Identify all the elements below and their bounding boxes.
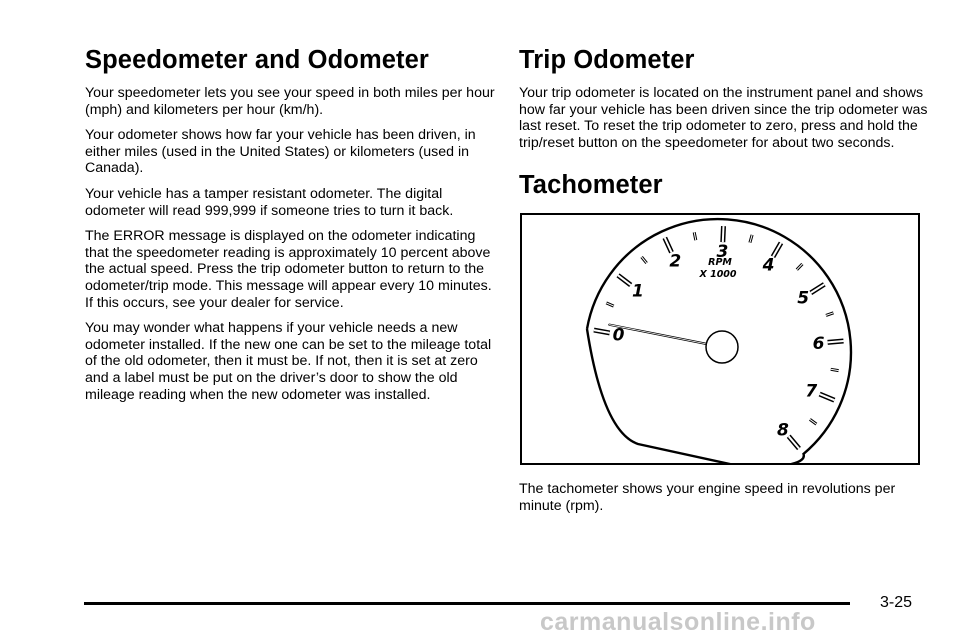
rpm-multiplier-label: X 1000 — [699, 269, 737, 281]
rpm-label: RPM — [708, 257, 732, 269]
tachometer-needle-highlight — [609, 325, 722, 347]
left-paragraph-2: Your odometer shows how far your vehicle has been driven, in either miles (used in the United States) or kilometers (used in Canada). — [85, 127, 476, 177]
tick-highlight — [789, 437, 799, 449]
gauge-number-6: 6 — [812, 334, 825, 355]
tick-highlight — [618, 276, 631, 286]
trip-odometer-paragraph: Your trip odometer is located on the instrument panel and shows how far your vehicle has been driven since the trip odometer was last reset. To reset the trip odometer to zero, press and hold the trip/reset button on the speedometer for about two seconds. — [519, 85, 928, 151]
left-paragraph-4: The ERROR message is displayed on the odometer indicating that the speedometer reading is approximately 10 percent above the actual speed. Press the trip odometer button to return to the odometer/trip mode. This message will appear every 10 minutes. If this occurs, see your dealer for service. — [85, 228, 492, 311]
trip-odometer-heading: Trip Odometer — [519, 46, 695, 74]
gauge-number-3: 3 — [716, 242, 729, 263]
tick-highlight — [723, 226, 724, 242]
left-column — [85, 46, 495, 412]
gauge-number-7: 7 — [805, 382, 818, 403]
tick-highlight — [811, 285, 825, 294]
left-paragraph-3: Your vehicle has a tamper resistant odometer. The digital odometer will read 999,999 if someone tries to turn it back. — [85, 185, 454, 219]
tachometer-gauge — [522, 215, 918, 463]
tachometer-heading: Tachometer — [519, 171, 663, 200]
tick-highlight — [828, 341, 844, 342]
gauge-number-4: 4 — [762, 255, 775, 276]
gauge-number-0: 0 — [612, 325, 625, 346]
gauge-number-8: 8 — [776, 420, 789, 441]
left-paragraph-5: You may wonder what happens if your vehicle needs a new odometer installed. If the new one can be set to the mileage total of the old odometer, then it must be. If not, then it is set at zero and a label must be put on the driver’s door to show the old mileage reading when the new odometer was installed. — [85, 320, 492, 403]
left-paragraph-1: Your speedometer lets you see your speed in both miles per hour (mph) and kilometers per hour (km/h). — [85, 85, 495, 118]
gauge-number-1: 1 — [631, 281, 644, 302]
page-number: 3-25 — [880, 594, 913, 611]
watermark-logo: carmanualsonline.info — [540, 608, 816, 636]
right-column — [519, 46, 929, 524]
tachometer-figure — [520, 213, 920, 465]
gauge-number-5: 5 — [797, 289, 810, 310]
gauge-number-2: 2 — [669, 251, 682, 272]
tachometer-hub — [706, 331, 738, 363]
speedometer-heading: Speedometer and Odometer — [85, 46, 429, 74]
footer-rule — [84, 602, 850, 605]
tachometer-paragraph: The tachometer shows your engine speed in revolutions per minute (rpm). — [519, 481, 896, 514]
